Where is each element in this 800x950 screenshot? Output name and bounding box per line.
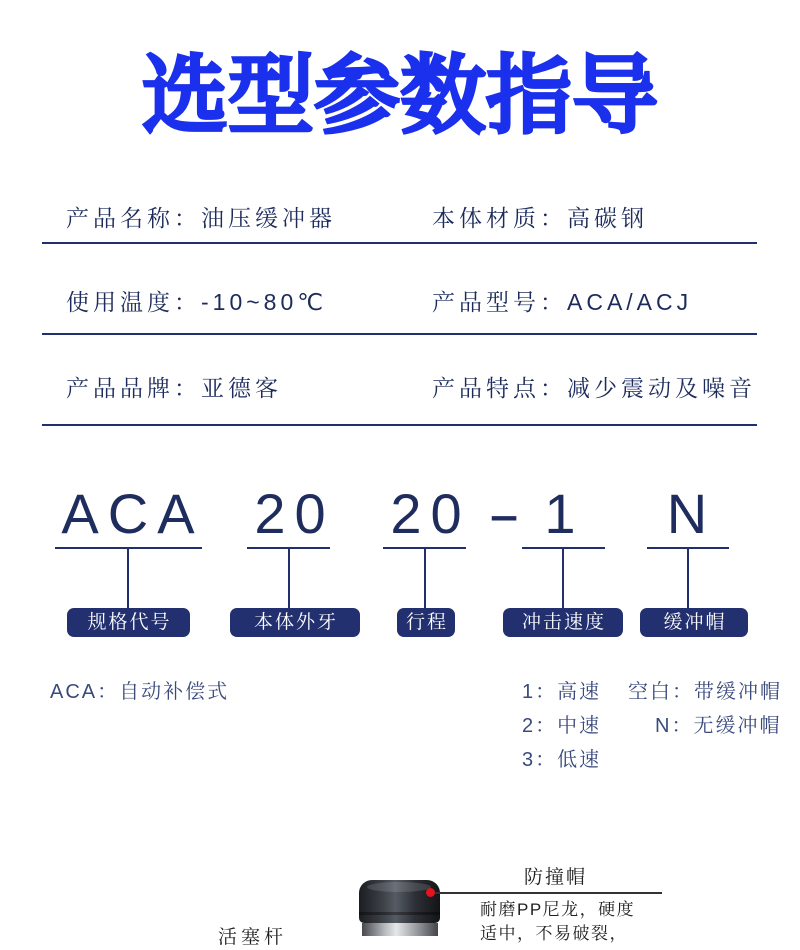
code-label-thread: 本体外牙 [230,608,360,637]
code-part-cap: N [666,482,717,545]
callout-dot [426,888,435,897]
legend-cap-with: 空白：带缓冲帽 [628,681,782,703]
code-label-speed: 冲击速度 [503,608,623,637]
code-label-stroke: 行程 [397,608,455,637]
code-connector [127,548,129,608]
code-connector [687,548,689,608]
code-connector [424,548,426,608]
code-connector [288,548,290,608]
callout-text-line: 适中，不易破裂， [480,924,628,943]
code-part-speed: 1 [544,482,585,545]
legend-speed-low: 3：低速 [522,749,602,771]
spec-row-divider [42,333,757,335]
legend-speed-medium: 2：中速 [522,715,602,737]
legend-series-note: ACA：自动补偿式 [50,681,230,703]
page-title: 选型参数指导 [142,48,658,144]
bumper-cap-rim [359,912,440,915]
spec-features: 产品特点：减少震动及噪音 [432,375,756,401]
legend-cap-without: N：无缓冲帽 [655,715,782,737]
legend-speed-high: 1：高速 [522,681,602,703]
code-separator: - [487,482,521,545]
callout-text-line: 耐磨PP尼龙，硬度 [480,900,636,919]
callout-title: 防撞帽 [524,867,588,888]
callout-line [430,892,662,894]
code-label-spec: 规格代号 [67,608,190,637]
spec-body-material: 本体材质：高碳钢 [432,205,648,231]
code-part-series: ACA [61,482,204,545]
spec-model: 产品型号：ACA/ACJ [432,289,693,315]
spec-temperature: 使用温度：-10~80℃ [66,289,328,315]
spec-brand: 产品品牌：亚德客 [66,375,282,401]
bumper-cap-highlight [367,882,431,892]
spec-row-divider [42,242,757,244]
code-label-cap: 缓冲帽 [640,608,748,637]
code-connector [562,548,564,608]
code-part-stroke: 20 [390,482,471,545]
piston-rod-label: 活塞杆 [218,927,288,948]
code-part-thread: 20 [254,482,335,545]
spec-product-name: 产品名称：油压缓冲器 [66,205,336,231]
spec-row-divider [42,424,757,426]
shock-absorber-body [362,923,438,936]
